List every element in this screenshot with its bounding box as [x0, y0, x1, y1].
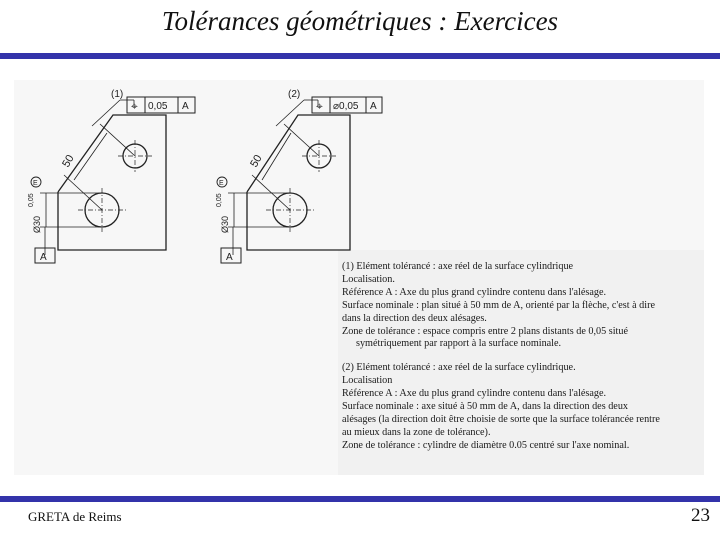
note-line: Surface nominale : axe situé à 50 mm de A, dans la direction des deux	[342, 401, 629, 413]
part-outline-right	[247, 115, 350, 250]
dimension-50-left: 50	[60, 152, 77, 170]
position-symbol-left: ⌖	[131, 99, 138, 113]
note-line: Surface nominale : plan situé à 50 mm de A, orienté par la flèche, c'est à dire	[342, 299, 656, 311]
frame-datum-right: A	[370, 101, 377, 112]
note-line: (2) Elément toléranсé : axe réel de la surface cylindrique.	[342, 362, 576, 374]
drawing-right	[217, 97, 382, 263]
page-number: 23	[691, 505, 710, 526]
note-line: Référence A : Axe du plus grand cylindre contenu dans l'alésage.	[342, 286, 607, 298]
labels-right	[216, 89, 377, 263]
note-line: (1) Elément toléranсé : axe réel de la surface cylindrique	[342, 261, 574, 272]
bottom-rule	[0, 496, 720, 502]
tolerance-left: 0,05	[148, 101, 168, 112]
note-spacer	[342, 351, 704, 362]
tolerance-right: ⌀0,05	[333, 101, 359, 112]
frame-datum-left: A	[182, 101, 189, 112]
diameter-left: Ø30	[32, 215, 42, 233]
note-line: Zone de tolérance : cylindre de diamètre 0.05 centré sur l'axe nominal.	[342, 439, 630, 451]
diameter-right: Ø30	[220, 215, 230, 233]
exercise-notes	[342, 261, 704, 453]
circle-e-left: E	[33, 180, 38, 187]
callout-left: (1)	[111, 89, 124, 100]
note-line: Référence A : Axe du plus grand cylindre contenu dans l'alésage.	[342, 388, 607, 400]
footer-organization: GRETA de Reims	[28, 509, 122, 524]
circle-e-right: E	[219, 180, 224, 187]
top-rule	[0, 53, 720, 59]
note-line: Localisation.	[342, 273, 395, 285]
diameter-tol-left: 0,05	[28, 193, 35, 207]
note-line: dans la direction des deux alésages.	[342, 312, 487, 324]
note-line: au mieux dans la zone de tolérance).	[342, 426, 491, 438]
drawing-left	[31, 97, 195, 263]
datum-a-right: A	[226, 252, 233, 263]
callout-right: (2)	[288, 89, 301, 100]
technical-drawings	[18, 80, 398, 280]
slide-title: Tolérances géométriques : Exercices	[161, 6, 559, 36]
dimension-50-right: 50	[248, 152, 265, 170]
note-line: symétriquement par rapport à la surface nominale.	[356, 338, 562, 350]
datum-a-left: A	[40, 252, 47, 263]
note-line: Localisation	[342, 375, 393, 387]
diameter-tol-right: 0,05	[216, 193, 223, 207]
note-line: alésages (la direction doit être choisie de sorte que la surface tolérancée rentre	[342, 413, 660, 425]
note-line: Zone de tolérance : espace compris entre 2 plans distants de 0,05 situé	[342, 325, 629, 337]
position-symbol-right: ⌖	[316, 99, 323, 113]
